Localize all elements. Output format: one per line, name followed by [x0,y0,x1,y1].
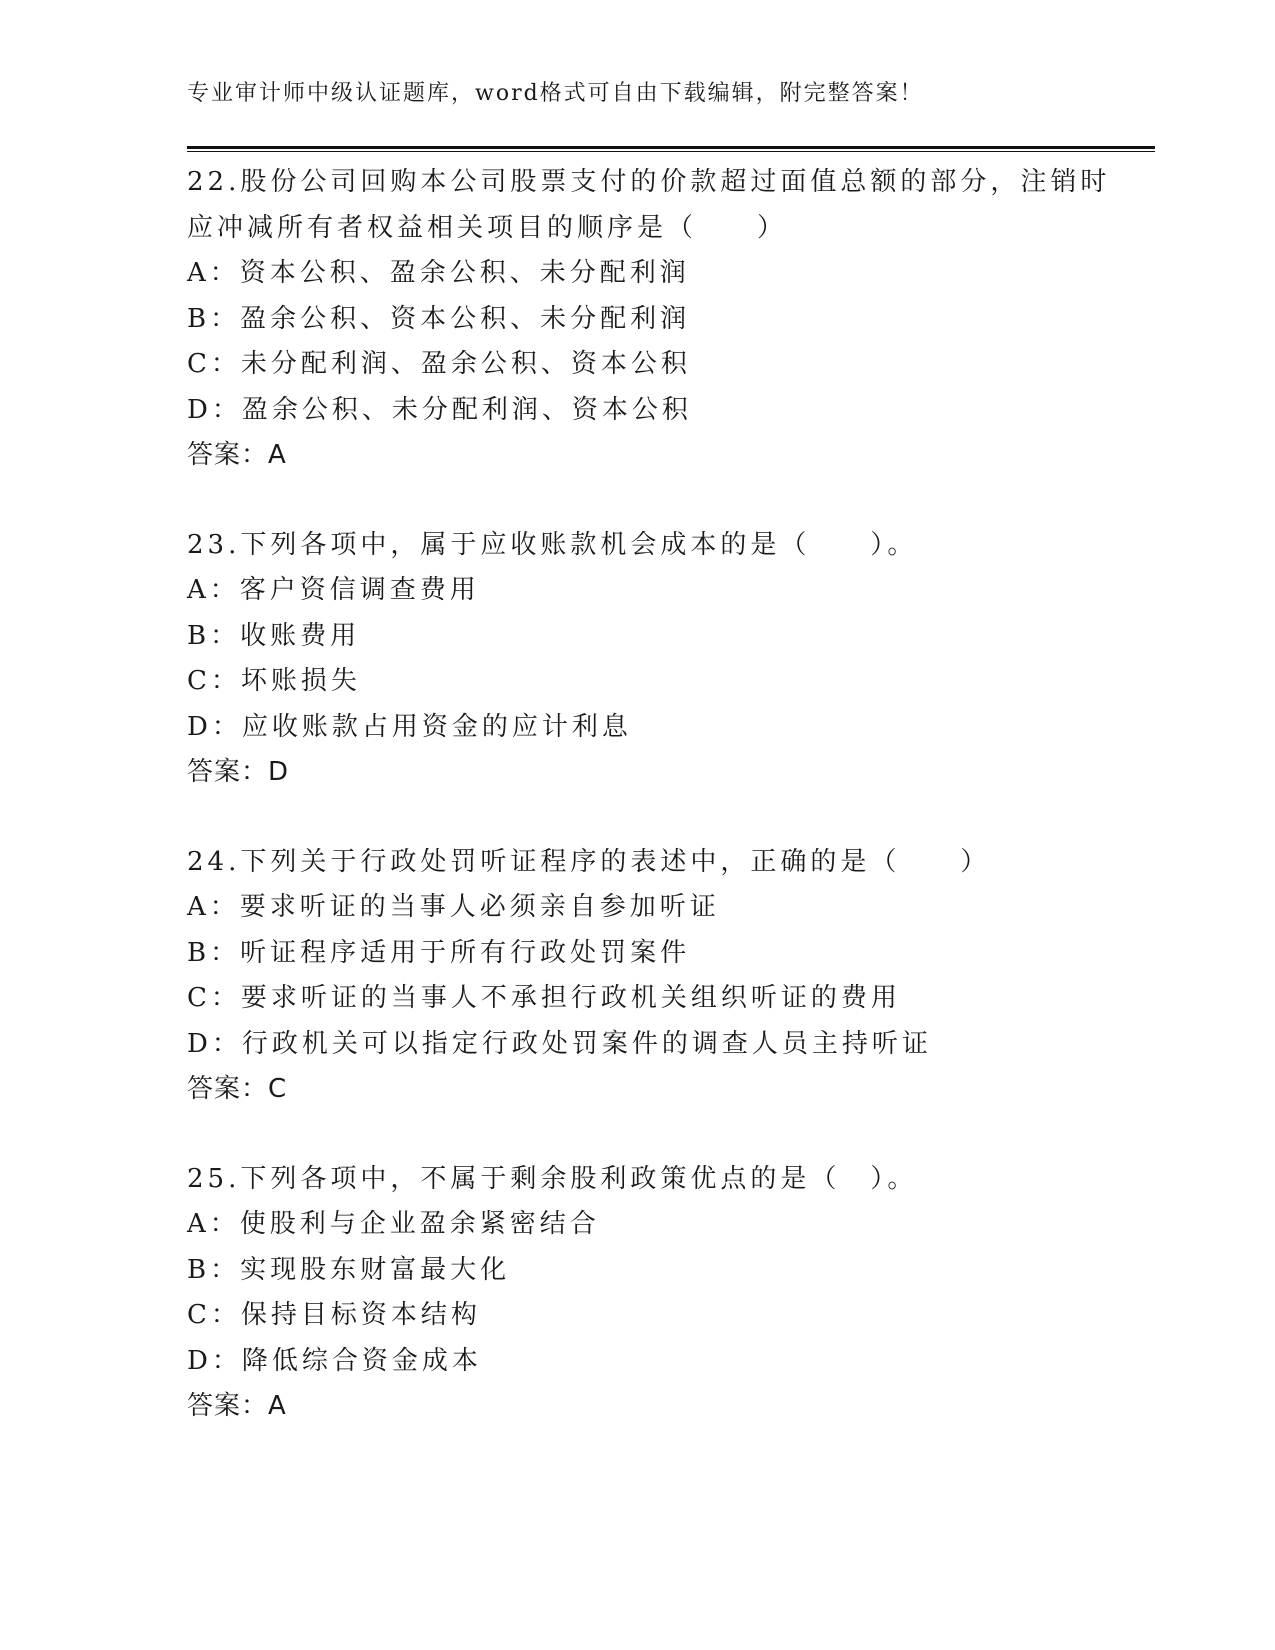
header-note: 专业审计师中级认证题库，word格式可自由下载编辑，附完整答案！ [187,81,924,106]
question-25 [187,1157,1155,1430]
option-d: D：行政机关可以指定行政处罚案件的调查人员主持听证 [187,1028,932,1059]
question-stem-line: 24.下列关于行政处罚听证程序的表述中，正确的是（ ） [187,846,991,877]
option-c: C：坏账损失 [187,666,361,696]
answer-line: 答案：C [187,1074,288,1104]
option-b: B：收账费用 [187,620,361,651]
option-b: B：盈余公积、资本公积、未分配利润 [187,303,691,334]
question-stem-line: 22.股份公司回购本公司股票支付的价款超过面值总额的部分，注销时 [187,167,1111,197]
option-c: C：要求听证的当事人不承担行政机关组织听证的费用 [187,983,901,1013]
header-rule-thin [187,151,1155,152]
answer-line: 答案：A [187,440,287,470]
answer-line: 答案：A [187,1391,287,1421]
question-23 [187,523,1155,796]
option-c: C：未分配利润、盈余公积、资本公积 [187,349,691,379]
option-d: D：盈余公积、未分配利润、资本公积 [187,394,692,425]
option-b: B：听证程序适用于所有行政处罚案件 [187,937,691,968]
option-d: D：应收账款占用资金的应计利息 [187,711,632,742]
option-d: D：降低综合资金成本 [187,1345,482,1376]
question-list [187,160,1155,1474]
option-c: C：保持目标资本结构 [187,1300,481,1330]
question-stem-line: 应冲减所有者权益相关项目的顺序是（ ） [187,212,788,243]
option-a: A：客户资信调查费用 [187,575,480,605]
option-a: A：资本公积、盈余公积、未分配利润 [187,258,690,288]
header-rule-thick [187,146,1155,149]
question-stem-line: 23.下列各项中，属于应收账款机会成本的是（ ）。 [187,529,918,560]
answer-line: 答案：D [187,757,290,787]
question-stem-line: 25.下列各项中，不属于剩余股利政策优点的是（ ）。 [187,1163,918,1194]
question-22 [187,160,1155,479]
question-24 [187,840,1155,1113]
option-a: A：使股利与企业盈余紧密结合 [187,1209,600,1239]
option-a: A：要求听证的当事人必须亲自参加听证 [187,892,720,922]
option-b: B：实现股东财富最大化 [187,1254,511,1285]
